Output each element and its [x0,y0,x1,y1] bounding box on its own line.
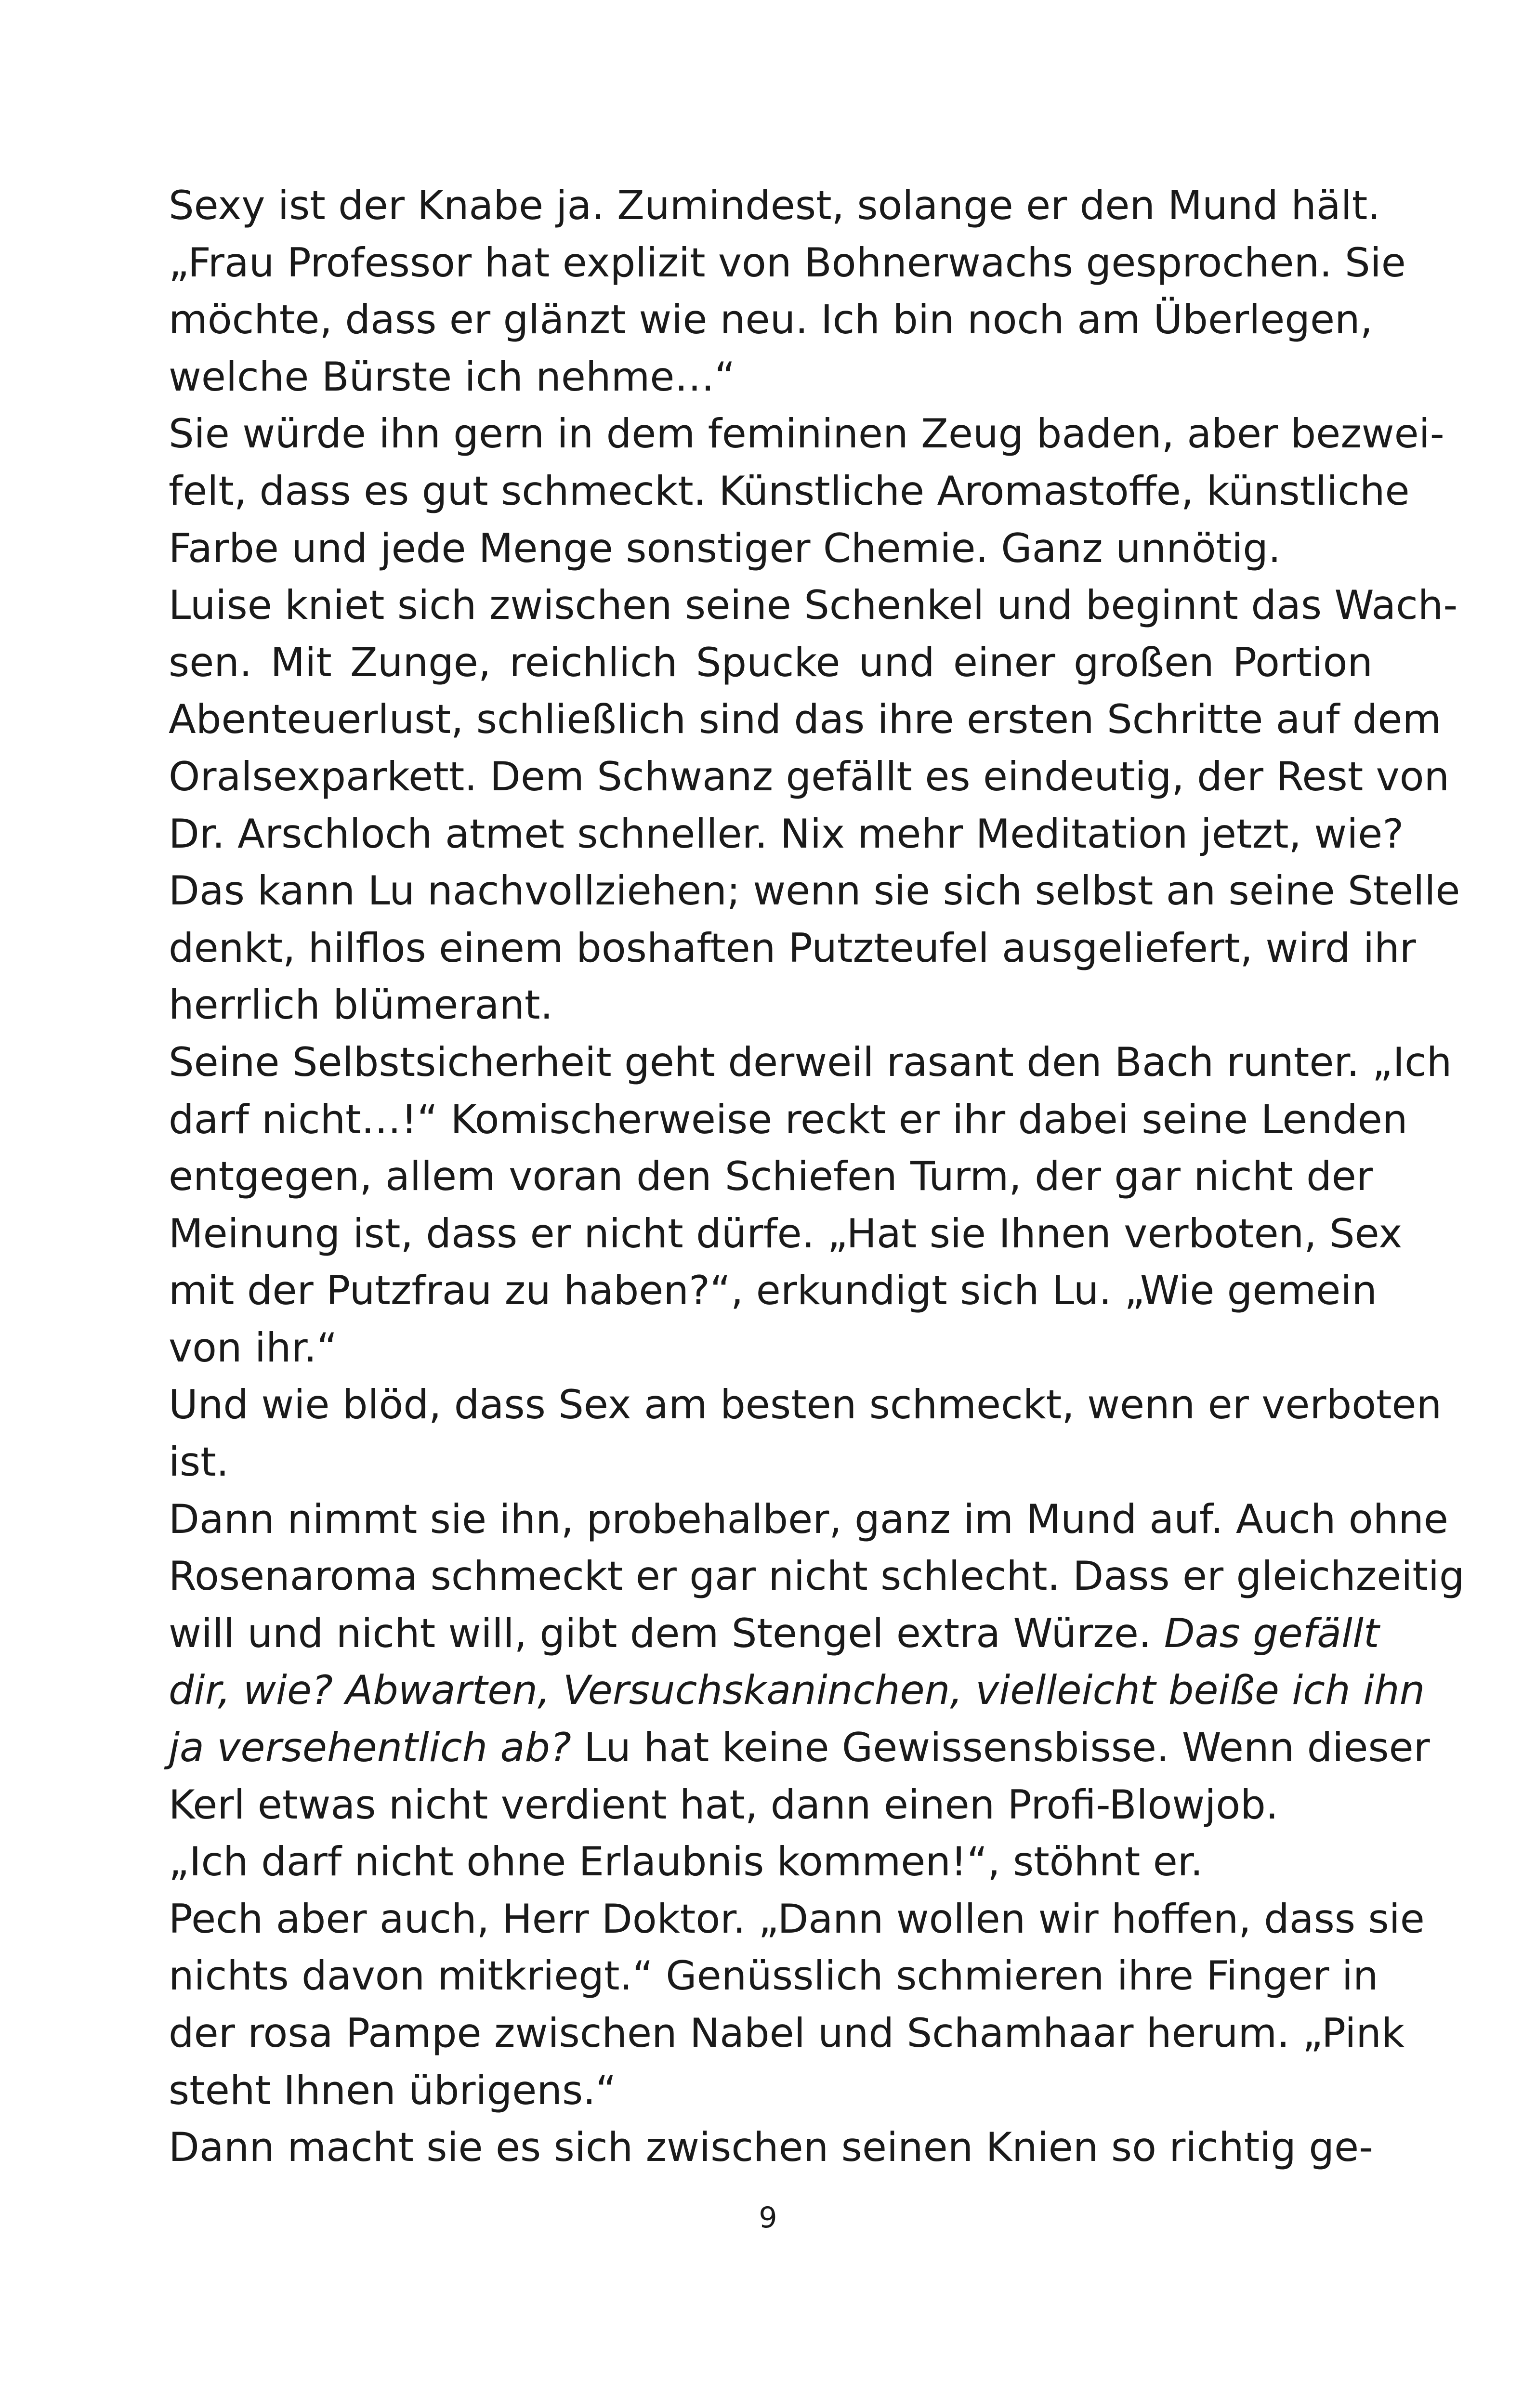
text-line: darf nicht…!“ Komischerweise reckt er ihr dabei seine Lenden [169,1096,1408,1143]
text-line: „Ich darf nicht ohne Erlaubnis kommen!“, stöhnt er. [169,1838,1203,1885]
text-line: nichts davon mitkriegt.“ Genüsslich schmieren ihre Finger in [169,1952,1378,2000]
text-line: Und wie blöd, dass Sex am besten schmeckt, wenn er verboten [169,1381,1442,1428]
text-line: Dann nimmt sie ihn, probehalber, ganz im Mund auf. Auch ohne [169,1495,1448,1543]
text-line: herrlich blümerant. [169,982,553,1029]
text-line: mit der Putzfrau zu haben?“, erkundigt sich Lu. „Wie gemein [169,1267,1377,1314]
text-line: Dann macht sie es sich zwischen seinen Knien so richtig ge- [169,2124,1374,2171]
text-line: will und nicht will, gibt dem Stengel extra Würze. Das gefällt [169,1610,1379,1657]
text-line: entgegen, allem voran den Schiefen Turm, der gar nicht der [169,1153,1373,1200]
text-line: Farbe und jede Menge sonstiger Chemie. Ganz unnötig. [169,524,1281,572]
text-line: Seine Selbstsicherheit geht derweil rasant den Bach runter. „Ich [169,1038,1452,1086]
text-line: Abenteuerlust, schließlich sind das ihre ersten Schritte auf dem [169,696,1442,743]
text-line: Oralsexparkett. Dem Schwanz gefällt es eindeutig, der Rest von [169,753,1450,800]
text-line: von ihr.“ [169,1324,338,1371]
text-line: „Frau Professor hat explizit von Bohnerwachs gesprochen. Sie [169,239,1406,286]
text-line: dir, wie? Abwarten, Versuchskaninchen, vielleicht beiße ich ihn [169,1667,1425,1714]
text-line: Meinung ist, dass er nicht dürfe. „Hat sie Ihnen verboten, Sex [169,1210,1403,1257]
text-line: steht Ihnen übrigens.“ [169,2067,617,2114]
text-line: felt, dass es gut schmeckt. Künstliche Aromastoffe, künstliche [169,467,1410,514]
text-line: welche Bürste ich nehme…“ [169,353,735,400]
text-line: Kerl etwas nicht verdient hat, dann einen Profi-Blowjob. [169,1781,1279,1828]
text-line: Luise kniet sich zwischen seine Schenkel und beginnt das Wach- [169,582,1458,629]
text-line: denkt, hilflos einem boshaften Putzteufel ausgeliefert, wird ihr [169,924,1416,971]
text-line: ja versehentlich ab? Lu hat keine Gewissensbisse. Wenn dieser [169,1724,1430,1771]
text-line: möchte, dass er glänzt wie neu. Ich bin noch am Überlegen, [169,296,1373,343]
text-line: sen. Mit Zunge, reichlich Spucke und einer großen Portion [169,639,1373,686]
italic-text: ja versehentlich ab? [169,1724,572,1771]
text-line: Pech aber auch, Herr Doktor. „Dann wollen wir hoffen, dass sie [169,1895,1425,1942]
text-line: Sexy ist der Knabe ja. Zumindest, solange er den Mund hält. [169,182,1380,229]
text-line: Das kann Lu nachvollziehen; wenn sie sich selbst an seine Stelle [169,867,1460,915]
italic-text: Das gefällt [1164,1610,1379,1657]
text-line: Rosenaroma schmeckt er gar nicht schlecht. Dass er gleichzeitig [169,1553,1465,1600]
text-line: ist. [169,1439,229,1486]
page-number: 9 [759,2201,777,2235]
body-text [169,177,1465,2176]
text-line: Dr. Arschloch atmet schneller. Nix mehr Meditation jetzt, wie? [169,810,1404,857]
text-line: der rosa Pampe zwischen Nabel und Schamhaar herum. „Pink [169,2010,1405,2056]
text-line: Sie würde ihn gern in dem femininen Zeug baden, aber bezwei- [169,410,1444,458]
